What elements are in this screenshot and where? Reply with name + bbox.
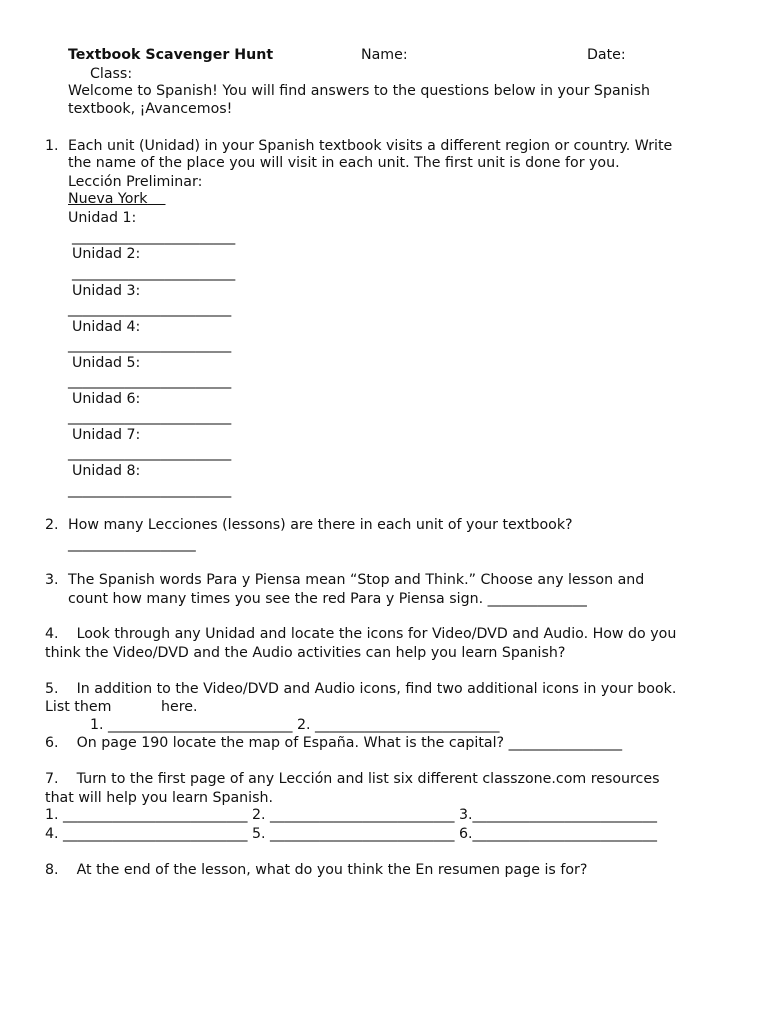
intro-line-1: Welcome to Spanish! You will find answers to the questions below in your Spanish <box>68 83 650 99</box>
intro-line-2: textbook, ¡Avancemos! <box>68 101 233 117</box>
class-label: Class: <box>90 66 133 82</box>
unidad-5-label: Unidad 5: <box>72 355 141 371</box>
unidad-2-label: Unidad 2: <box>72 246 141 262</box>
leccion-preliminar-label: Lección Preliminar: <box>68 174 203 190</box>
q3-number: 3. <box>45 572 59 588</box>
name-label: Name: <box>361 47 408 63</box>
q2-text: How many Lecciones (lessons) are there in each unit of your textbook? <box>68 517 573 533</box>
q7-line-2: that will help you learn Spanish. <box>45 790 273 806</box>
unidad-2-blank[interactable]: _______________________ <box>72 265 236 281</box>
unidad-1-label: Unidad 1: <box>68 210 137 226</box>
q8-text: 8. At the end of the lesson, what do you think the En resumen page is for? <box>45 862 588 878</box>
q5-line-1: 5. In addition to the Video/DVD and Audio icons, find two additional icons in your book. <box>45 681 677 697</box>
q4-line-2: think the Video/DVD and the Audio activities can help you learn Spanish? <box>45 645 566 661</box>
unidad-8-blank[interactable]: _______________________ <box>68 482 232 498</box>
unidad-5-blank[interactable]: _______________________ <box>68 373 232 389</box>
q7-line-1: 7. Turn to the first page of any Lección and list six different classzone.com resources <box>45 771 660 787</box>
unidad-4-label: Unidad 4: <box>72 319 141 335</box>
date-label: Date: <box>587 47 626 63</box>
q5-line-2: List them here. <box>45 699 198 715</box>
unidad-6-label: Unidad 6: <box>72 391 141 407</box>
q6-text: 6. On page 190 locate the map of España. What is the capital? ________________ <box>45 735 623 751</box>
unidad-4-blank[interactable]: _______________________ <box>68 337 232 353</box>
unidad-6-blank[interactable]: _______________________ <box>68 409 232 425</box>
q1-line-1: Each unit (Unidad) in your Spanish textbook visits a different region or country. Write <box>68 138 673 154</box>
worksheet-title: Textbook Scavenger Hunt <box>68 47 274 63</box>
q5-answer-blanks[interactable]: 1. __________________________ 2. __________________________ <box>90 717 500 733</box>
leccion-preliminar-answer: Nueva York <box>68 191 148 207</box>
q3-line-1: The Spanish words Para y Piensa mean “Stop and Think.” Choose any lesson and <box>68 572 645 588</box>
q1-line-2: the name of the place you will visit in each unit. The first unit is done for you. <box>68 155 620 171</box>
q4-line-1: 4. Look through any Unidad and locate the icons for Video/DVD and Audio. How do you <box>45 626 677 642</box>
unidad-8-label: Unidad 8: <box>72 463 141 479</box>
unidad-3-blank[interactable]: _______________________ <box>68 301 232 317</box>
unidad-3-label: Unidad 3: <box>72 283 141 299</box>
q3-line-2: count how many times you see the red Para y Piensa sign. ______________ <box>68 591 587 607</box>
unidad-7-label: Unidad 7: <box>72 427 141 443</box>
unidad-7-blank[interactable]: _______________________ <box>68 445 232 461</box>
unidad-1-blank[interactable]: _______________________ <box>72 229 236 245</box>
q1-number: 1. <box>45 138 59 154</box>
q2-blank[interactable]: __________________ <box>68 536 196 552</box>
q7-answer-blanks-2[interactable]: 4. __________________________ 5. __________________________ 6.__________________________ <box>45 826 657 842</box>
q7-answer-blanks-1[interactable]: 1. __________________________ 2. __________________________ 3.__________________________ <box>45 807 657 823</box>
q2-number: 2. <box>45 517 59 533</box>
